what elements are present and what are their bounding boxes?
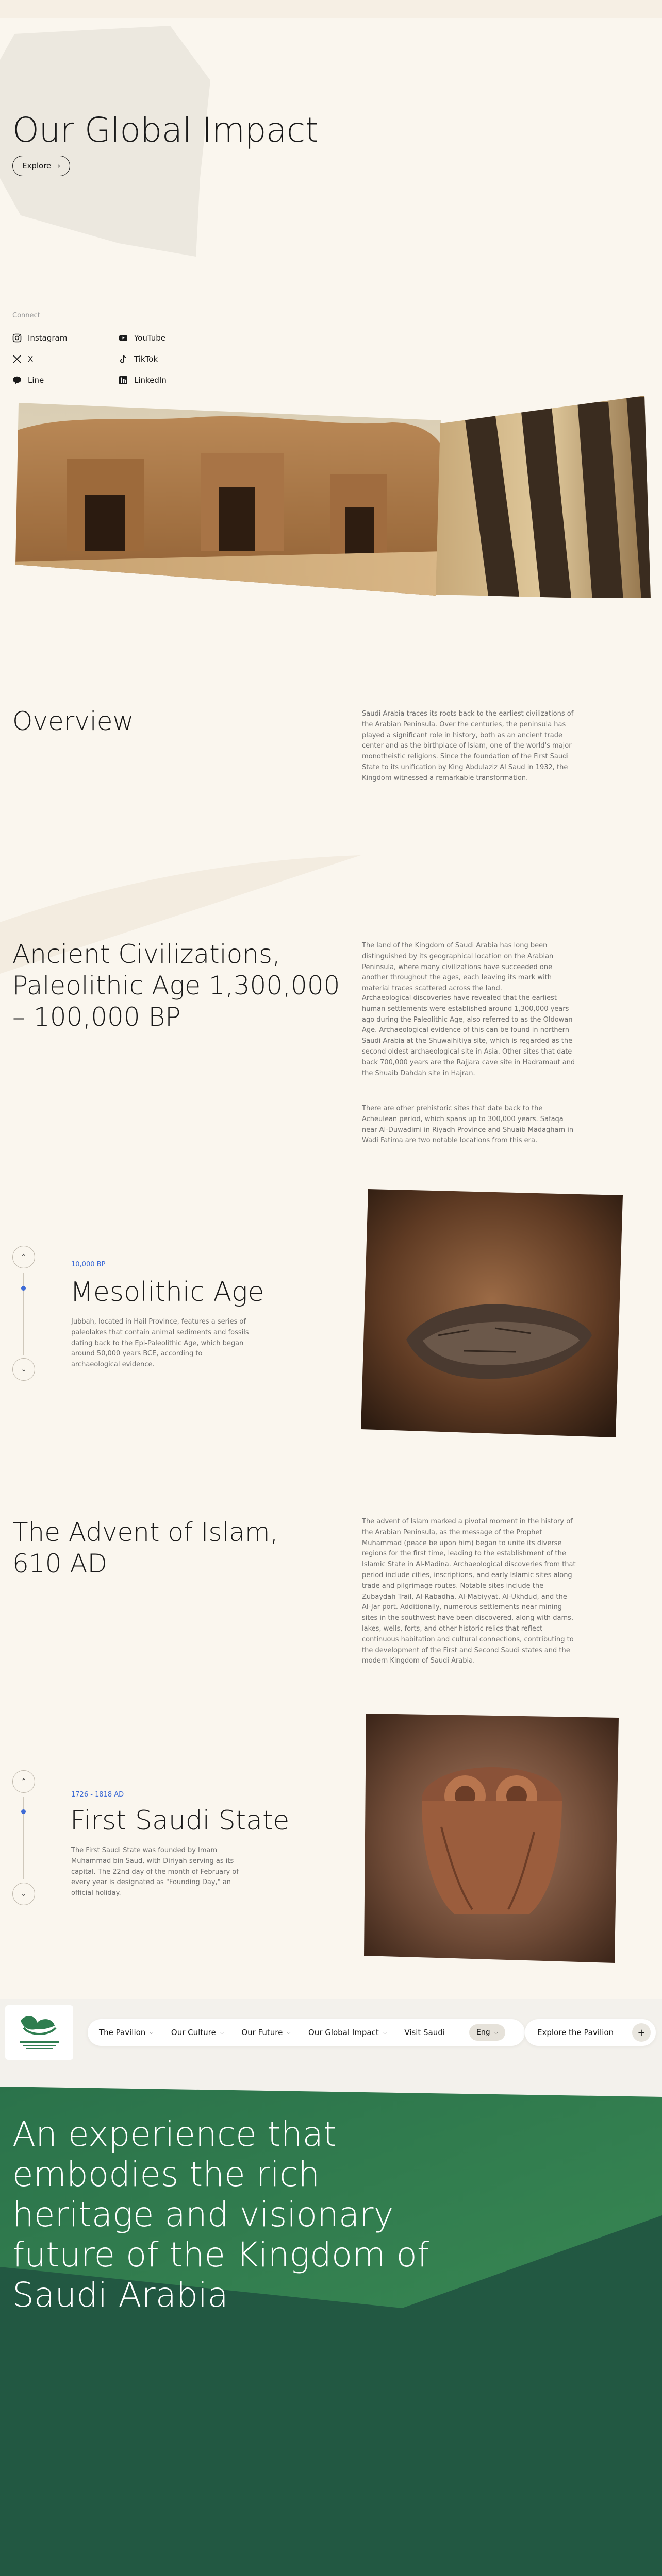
social-label: Line <box>28 376 44 385</box>
language-label: Eng <box>476 2028 490 2037</box>
chevron-down-icon: ⌵ <box>383 2029 387 2036</box>
ancient-text-1: The land of the Kingdom of Saudi Arabia has long been distinguished by its geographical location on the Arabian Peninsula, where many civilizations have succeeded one another throughout the ages, each leaving its mark with material traces scattered across the land. <box>362 942 554 993</box>
social-link-youtube[interactable] <box>119 333 166 343</box>
chevron-down-icon: ⌄ <box>21 1890 27 1898</box>
menu-item-pavilion[interactable] <box>99 2028 154 2037</box>
social-link-linkedin[interactable] <box>119 376 167 385</box>
social-label: Instagram <box>28 333 68 343</box>
advent-of-islam-text: The advent of Islam marked a pivotal moment in the history of the Arabian Peninsula, as the message of the Prophet Muhammad (peace be upon him) began to unite its diverse regions for the first time, leading to the establishment of the Islamic State in Al-Madina. Archaeological discoveries from that period include cities, inscriptions, and early Islamic sites along trade and pilgrimage routes. Notable sites include the Zubaydah Trail, Al-Rabadha, Al-Mabiyyat, Al-Ukhdud, and the Al-Jar port. Additionally, numerous settlements near mining sites in the southwest have been discovered, along with dams, lakes, wells, forts, and other historic relics that reflect continuous habitation and cultural connections, contributing to the development of the First and Second Saudi states and the modern Kingdom of Saudi Arabia. <box>362 1518 576 1665</box>
social-link-x[interactable] <box>12 354 33 364</box>
social-link-instagram[interactable] <box>12 333 67 343</box>
chevron-down-icon: ⌵ <box>287 2029 291 2036</box>
hegra-tomb-photo <box>0 392 464 598</box>
first-saudi-state-text: The First Saudi State was founded by Imam Muhammad bin Saud, with Diriyah serving as its capital. The 22nd day of the month of February of every year is designated as "Founding Day," an official holiday. <box>71 1846 239 1897</box>
timeline-next-button[interactable] <box>12 1883 35 1905</box>
chevron-down-icon: ⌵ <box>150 2029 154 2036</box>
tickets-pill[interactable] <box>525 2019 656 2046</box>
timeline-active-dot <box>21 1809 26 1814</box>
page-title: Our Global Impact <box>12 110 319 150</box>
era-date: 10,000 BP <box>71 1261 106 1268</box>
chevron-down-icon: ⌵ <box>494 2029 499 2036</box>
chevron-up-icon: ⌃ <box>21 1253 27 1261</box>
linkedin-icon <box>119 376 128 385</box>
overview-text: Saudi Arabia traces its roots back to the earliest civilizations of the Arabian Peninsula. Over the centuries, the peninsula has played a significant role in history, both as an ancient trade center and as the birthplace of Islam, one of the world's major monotheistic religions. Since the foundation of the First Saudi State to its unification by King Abdulaziz Al Saud in 1932, the Kingdom witnessed a remarkable transformation. <box>362 710 574 782</box>
explore-pavilion-link[interactable]: Explore the Pavilion <box>537 2028 614 2037</box>
social-link-line[interactable] <box>12 376 44 385</box>
menu-label: The Pavilion <box>99 2028 146 2037</box>
social-label: LinkedIn <box>134 376 167 385</box>
menu-item-culture[interactable] <box>171 2028 224 2037</box>
plus-icon[interactable]: + <box>632 2023 651 2042</box>
menu-item-visit-saudi[interactable] <box>404 2028 445 2037</box>
timeline-active-dot <box>21 1286 26 1291</box>
tiktok-icon <box>119 354 128 364</box>
top-band <box>0 0 662 18</box>
clay-artifact-image <box>364 1714 619 1963</box>
ancient-text-3: There are other prehistoric sites that date back to the Acheulean period, which spans up to 300,000 years. Safaqa near Al-Duwadimi in Riyadh Province and Shuaib Madagham in Wadi Fatima are two notable locations from this era. <box>362 1105 574 1145</box>
explore-button[interactable] <box>12 156 70 176</box>
green-headline: An experience that embodies the rich heritage and visionary future of the Kingdom of Saudi Arabia <box>12 2114 429 2315</box>
arrow-right-icon: › <box>57 161 61 171</box>
youtube-icon <box>119 333 128 343</box>
stone-artifact-image <box>361 1186 623 1437</box>
heritage-photo-strip <box>0 392 662 598</box>
first-saudi-state-title: First Saudi State <box>70 1805 290 1836</box>
menu-label: Our Global Impact <box>308 2028 379 2037</box>
timeline-next-button[interactable] <box>12 1358 35 1381</box>
menu-label: Our Culture <box>171 2028 216 2037</box>
instagram-icon <box>12 333 22 343</box>
timeline-prev-button[interactable] <box>12 1770 35 1793</box>
menu-item-global-impact[interactable] <box>308 2028 387 2037</box>
social-label: X <box>28 354 34 364</box>
timeline-track <box>23 1273 24 1355</box>
chevron-down-icon: ⌄ <box>21 1365 27 1374</box>
chevron-up-icon: ⌃ <box>21 1777 27 1786</box>
language-switcher[interactable] <box>469 2024 505 2041</box>
saudi-pavilion-logo-icon <box>5 2005 73 2060</box>
timeline-prev-button[interactable] <box>12 1246 35 1268</box>
menu-label: Visit Saudi <box>404 2028 445 2037</box>
modern-architecture-photo <box>433 392 660 598</box>
social-label: TikTok <box>134 354 158 364</box>
explore-button-label: Explore <box>22 161 52 171</box>
pavilion-logo[interactable] <box>5 2005 73 2060</box>
menu-label: Our Future <box>241 2028 283 2037</box>
main-menu <box>88 2019 525 2046</box>
ancient-civilizations-title: Ancient Civilizations, Paleolithic Age 1,300,000 – 100,000 BP <box>12 939 340 1032</box>
mesolithic-title: Mesolithic Age <box>70 1277 264 1308</box>
x-icon <box>12 354 22 364</box>
menu-item-future[interactable] <box>241 2028 291 2037</box>
era-date: 1726 - 1818 AD <box>71 1791 124 1799</box>
line-icon <box>12 376 22 385</box>
advent-of-islam-title: The Advent of Islam, 610 AD <box>12 1517 278 1579</box>
connect-label: Connect <box>12 312 40 319</box>
social-label: YouTube <box>134 333 166 343</box>
mesolithic-text: Jubbah, located in Hail Province, features a series of paleolakes that contain animal sediments and fossils dating back to the Epi-Paleolithic Age, which began around 50,000 years BCE, according to archaeological evidence. <box>71 1318 249 1369</box>
ancient-text-2: Archaeological discoveries have revealed that the earliest human settlements were established around 1,300,000 years ago during the Paleolithic Age, also referred to as the Oldowan Age. Archaeological evidence of this can be found in northern Saudi Arabia at the Shuwaihitiya site, which is regarded as the second oldest archaeological site in Asia. Other sites that date back 700,000 years are the Rajjara cave site in Hadramaut and the Shuaib Dahdah site in Hajran. <box>362 994 575 1077</box>
overview-title: Overview <box>12 706 134 736</box>
chevron-down-icon: ⌵ <box>220 2029 224 2036</box>
social-link-tiktok[interactable] <box>119 354 158 364</box>
